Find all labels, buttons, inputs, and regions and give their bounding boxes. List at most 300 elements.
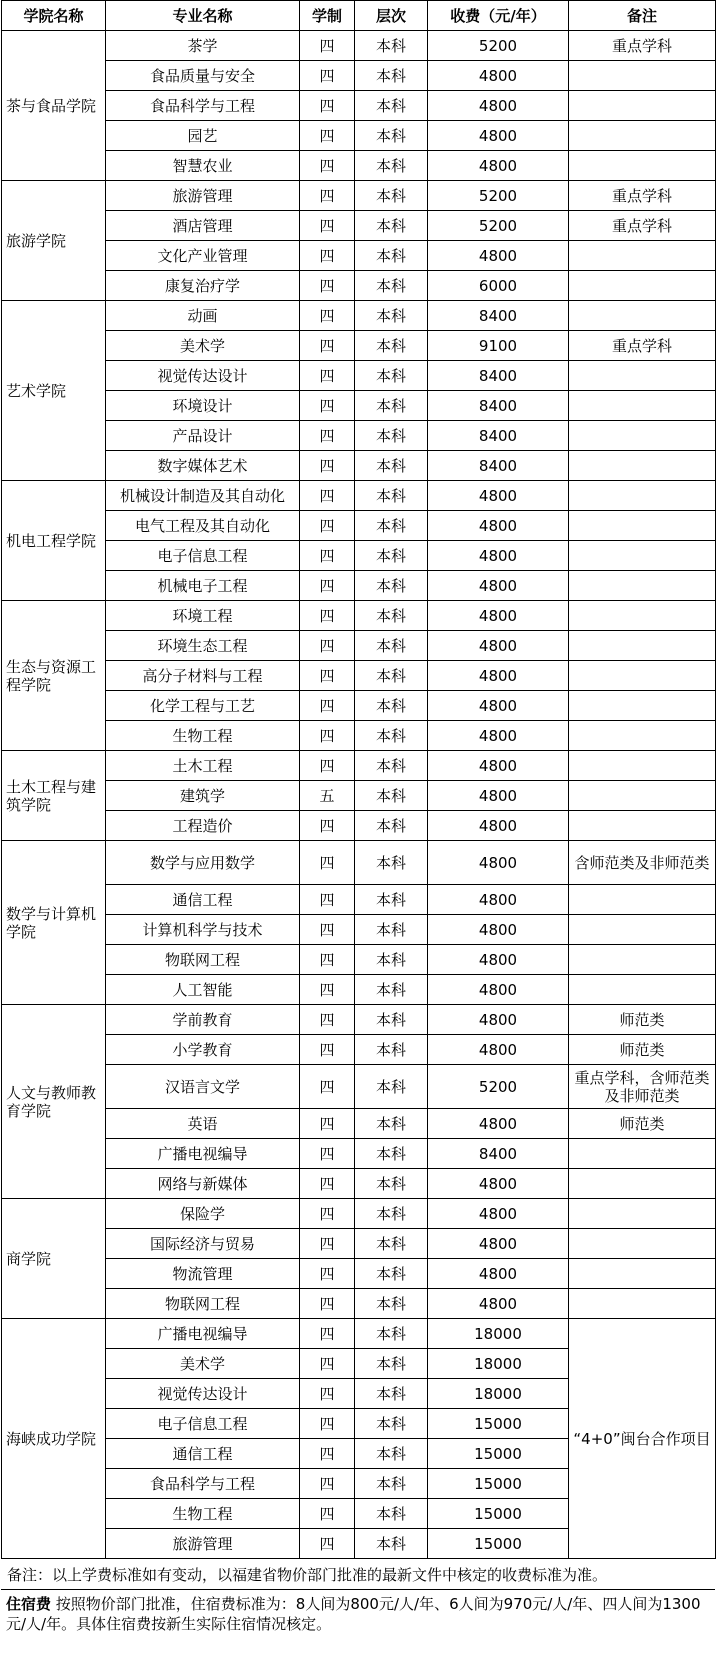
remark-cell	[569, 61, 716, 91]
remark-cell	[569, 1229, 716, 1259]
fee-cell: 4800	[428, 945, 569, 975]
level-cell: 本科	[355, 391, 428, 421]
remark-cell: 重点学科	[569, 331, 716, 361]
level-cell: 本科	[355, 211, 428, 241]
table-row	[2, 885, 716, 915]
fee-cell: 4800	[428, 1005, 569, 1035]
major-name: 康复治疗学	[106, 271, 300, 301]
level-cell: 本科	[355, 751, 428, 781]
level-cell: 本科	[355, 1379, 428, 1409]
college-name: 生态与资源工程学院	[2, 601, 106, 751]
major-name: 建筑学	[106, 781, 300, 811]
duration-cell: 四	[300, 1499, 355, 1529]
remark-cell	[569, 1199, 716, 1229]
duration-cell: 四	[300, 361, 355, 391]
fee-cell: 4800	[428, 975, 569, 1005]
fee-cell: 4800	[428, 915, 569, 945]
table-row	[2, 511, 716, 541]
fee-cell: 5200	[428, 181, 569, 211]
major-name: 产品设计	[106, 421, 300, 451]
table-row	[2, 1319, 716, 1349]
fee-cell: 4800	[428, 541, 569, 571]
major-name: 物联网工程	[106, 1289, 300, 1319]
housing-footnote	[0, 1590, 716, 1634]
fee-cell: 18000	[428, 1379, 569, 1409]
header-remark: 备注	[569, 1, 716, 31]
level-cell: 本科	[355, 841, 428, 885]
level-cell: 本科	[355, 661, 428, 691]
level-cell: 本科	[355, 181, 428, 211]
level-cell: 本科	[355, 1289, 428, 1319]
duration-cell: 四	[300, 1439, 355, 1469]
level-cell: 本科	[355, 151, 428, 181]
level-cell: 本科	[355, 975, 428, 1005]
major-name: 数学与应用数学	[106, 841, 300, 885]
table-row	[2, 151, 716, 181]
fee-cell: 15000	[428, 1499, 569, 1529]
fee-cell: 4800	[428, 1035, 569, 1065]
duration-cell: 四	[300, 811, 355, 841]
fee-cell: 5200	[428, 211, 569, 241]
fee-cell: 8400	[428, 1139, 569, 1169]
fee-cell: 4800	[428, 885, 569, 915]
remark-cell	[569, 721, 716, 751]
level-cell: 本科	[355, 885, 428, 915]
major-name: 机械设计制造及其自动化	[106, 481, 300, 511]
fee-cell: 15000	[428, 1529, 569, 1559]
remark-cell: 重点学科，含师范类及非师范类	[569, 1065, 716, 1109]
major-name: 智慧农业	[106, 151, 300, 181]
major-name: 动画	[106, 301, 300, 331]
fee-cell: 4800	[428, 61, 569, 91]
level-cell: 本科	[355, 945, 428, 975]
duration-cell: 四	[300, 481, 355, 511]
fee-cell: 8400	[428, 361, 569, 391]
major-name: 通信工程	[106, 885, 300, 915]
level-cell: 本科	[355, 1319, 428, 1349]
remark-cell	[569, 541, 716, 571]
table-row	[2, 1199, 716, 1229]
remark-cell	[569, 421, 716, 451]
table-row	[2, 31, 716, 61]
major-name: 网络与新媒体	[106, 1169, 300, 1199]
level-cell: 本科	[355, 1229, 428, 1259]
level-cell: 本科	[355, 1259, 428, 1289]
remark-cell	[569, 751, 716, 781]
fee-table-body	[2, 31, 716, 1559]
table-row	[2, 811, 716, 841]
table-row	[2, 841, 716, 885]
table-row	[2, 481, 716, 511]
level-cell: 本科	[355, 1499, 428, 1529]
level-cell: 本科	[355, 541, 428, 571]
major-name: 生物工程	[106, 1499, 300, 1529]
duration-cell: 四	[300, 1199, 355, 1229]
level-cell: 本科	[355, 915, 428, 945]
duration-cell: 四	[300, 211, 355, 241]
major-name: 生物工程	[106, 721, 300, 751]
table-row	[2, 631, 716, 661]
table-row	[2, 91, 716, 121]
header-duration: 学制	[300, 1, 355, 31]
duration-cell: 四	[300, 1065, 355, 1109]
table-row	[2, 1109, 716, 1139]
duration-cell: 四	[300, 751, 355, 781]
level-cell: 本科	[355, 1139, 428, 1169]
major-name: 数字媒体艺术	[106, 451, 300, 481]
remark-cell: 重点学科	[569, 181, 716, 211]
table-row	[2, 301, 716, 331]
level-cell: 本科	[355, 511, 428, 541]
fee-cell: 4800	[428, 1199, 569, 1229]
college-name: 茶与食品学院	[2, 31, 106, 181]
level-cell: 本科	[355, 1409, 428, 1439]
duration-cell: 四	[300, 451, 355, 481]
table-row	[2, 211, 716, 241]
table-row	[2, 421, 716, 451]
college-name: 土木工程与建筑学院	[2, 751, 106, 841]
level-cell: 本科	[355, 31, 428, 61]
duration-cell: 四	[300, 1259, 355, 1289]
table-row	[2, 1139, 716, 1169]
remark-cell: “4+0”闽台合作项目	[569, 1319, 716, 1559]
fee-cell: 15000	[428, 1469, 569, 1499]
level-cell: 本科	[355, 721, 428, 751]
major-name: 美术学	[106, 1349, 300, 1379]
major-name: 广播电视编导	[106, 1139, 300, 1169]
major-name: 学前教育	[106, 1005, 300, 1035]
fee-cell: 5200	[428, 31, 569, 61]
table-row	[2, 915, 716, 945]
fee-cell: 4800	[428, 721, 569, 751]
duration-cell: 四	[300, 511, 355, 541]
level-cell: 本科	[355, 121, 428, 151]
header-row	[2, 1, 716, 31]
major-name: 小学教育	[106, 1035, 300, 1065]
level-cell: 本科	[355, 1005, 428, 1035]
college-name: 海峡成功学院	[2, 1319, 106, 1559]
major-name: 旅游管理	[106, 1529, 300, 1559]
level-cell: 本科	[355, 1035, 428, 1065]
duration-cell: 四	[300, 661, 355, 691]
duration-cell: 四	[300, 915, 355, 945]
major-name: 工程造价	[106, 811, 300, 841]
fee-cell: 4800	[428, 811, 569, 841]
duration-cell: 四	[300, 391, 355, 421]
duration-cell: 四	[300, 885, 355, 915]
major-name: 人工智能	[106, 975, 300, 1005]
duration-cell: 四	[300, 421, 355, 451]
level-cell: 本科	[355, 691, 428, 721]
remark-cell: 重点学科	[569, 211, 716, 241]
fee-cell: 4800	[428, 571, 569, 601]
level-cell: 本科	[355, 1065, 428, 1109]
fee-cell: 4800	[428, 151, 569, 181]
remark-cell	[569, 391, 716, 421]
level-cell: 本科	[355, 1469, 428, 1499]
fee-cell: 4800	[428, 841, 569, 885]
level-cell: 本科	[355, 1529, 428, 1559]
remark-cell	[569, 481, 716, 511]
table-row	[2, 121, 716, 151]
table-row	[2, 691, 716, 721]
fee-cell: 4800	[428, 1109, 569, 1139]
major-name: 物流管理	[106, 1259, 300, 1289]
major-name: 计算机科学与技术	[106, 915, 300, 945]
remark-cell	[569, 691, 716, 721]
remark-cell	[569, 661, 716, 691]
fee-cell: 6000	[428, 271, 569, 301]
fee-cell: 15000	[428, 1409, 569, 1439]
fee-cell: 4800	[428, 751, 569, 781]
table-row	[2, 661, 716, 691]
fee-cell: 15000	[428, 1439, 569, 1469]
table-row	[2, 1259, 716, 1289]
major-name: 食品质量与安全	[106, 61, 300, 91]
remark-cell	[569, 511, 716, 541]
duration-cell: 四	[300, 151, 355, 181]
fee-cell: 4800	[428, 241, 569, 271]
duration-cell: 四	[300, 691, 355, 721]
level-cell: 本科	[355, 1439, 428, 1469]
fee-cell: 4800	[428, 91, 569, 121]
major-name: 环境生态工程	[106, 631, 300, 661]
remark-cell	[569, 781, 716, 811]
remark-cell: 重点学科	[569, 31, 716, 61]
level-cell: 本科	[355, 91, 428, 121]
remark-cell	[569, 271, 716, 301]
level-cell: 本科	[355, 781, 428, 811]
duration-cell: 四	[300, 61, 355, 91]
remark-cell: 师范类	[569, 1035, 716, 1065]
major-name: 高分子材料与工程	[106, 661, 300, 691]
major-name: 物联网工程	[106, 945, 300, 975]
table-row	[2, 1229, 716, 1259]
duration-cell: 四	[300, 1289, 355, 1319]
table-row	[2, 721, 716, 751]
duration-cell: 四	[300, 1319, 355, 1349]
fee-cell: 4800	[428, 511, 569, 541]
duration-cell: 四	[300, 1169, 355, 1199]
level-cell: 本科	[355, 61, 428, 91]
fee-cell: 4800	[428, 1229, 569, 1259]
major-name: 视觉传达设计	[106, 361, 300, 391]
remark-cell: 含师范类及非师范类	[569, 841, 716, 885]
fee-cell: 18000	[428, 1349, 569, 1379]
header-major: 专业名称	[106, 1, 300, 31]
major-name: 环境工程	[106, 601, 300, 631]
major-name: 园艺	[106, 121, 300, 151]
remark-cell	[569, 1289, 716, 1319]
major-name: 酒店管理	[106, 211, 300, 241]
major-name: 国际经济与贸易	[106, 1229, 300, 1259]
remark-cell: 师范类	[569, 1109, 716, 1139]
duration-cell: 四	[300, 181, 355, 211]
table-row	[2, 181, 716, 211]
level-cell: 本科	[355, 1109, 428, 1139]
college-name: 数学与计算机学院	[2, 841, 106, 1005]
remark-cell	[569, 975, 716, 1005]
table-row	[2, 751, 716, 781]
header-level: 层次	[355, 1, 428, 31]
fee-cell: 4800	[428, 601, 569, 631]
remark-cell	[569, 885, 716, 915]
table-row	[2, 1005, 716, 1035]
table-row	[2, 601, 716, 631]
housing-text: 按照物价部门批准，住宿费标准为：8人间为800元/人/年、6人间为970元/人/年、四人间为1300元/人/年。具体住宿费按新生实际住宿情况核定。	[6, 1595, 701, 1633]
college-name: 艺术学院	[2, 301, 106, 481]
major-name: 电子信息工程	[106, 541, 300, 571]
level-cell: 本科	[355, 631, 428, 661]
major-name: 食品科学与工程	[106, 1469, 300, 1499]
level-cell: 本科	[355, 331, 428, 361]
table-row	[2, 61, 716, 91]
major-name: 英语	[106, 1109, 300, 1139]
duration-cell: 四	[300, 841, 355, 885]
major-name: 汉语言文学	[106, 1065, 300, 1109]
major-name: 旅游管理	[106, 181, 300, 211]
duration-cell: 四	[300, 1229, 355, 1259]
remark-cell	[569, 571, 716, 601]
table-row	[2, 781, 716, 811]
fee-cell: 5200	[428, 1065, 569, 1109]
table-row	[2, 331, 716, 361]
table-row	[2, 271, 716, 301]
remark-cell: 师范类	[569, 1005, 716, 1035]
table-row	[2, 1169, 716, 1199]
remark-cell	[569, 915, 716, 945]
level-cell: 本科	[355, 601, 428, 631]
table-row	[2, 571, 716, 601]
fee-table	[1, 0, 716, 1559]
remark-cell	[569, 121, 716, 151]
remark-cell	[569, 91, 716, 121]
level-cell: 本科	[355, 1349, 428, 1379]
table-row	[2, 241, 716, 271]
level-cell: 本科	[355, 1199, 428, 1229]
remark-cell	[569, 301, 716, 331]
remark-cell	[569, 451, 716, 481]
fee-cell: 4800	[428, 781, 569, 811]
duration-cell: 四	[300, 301, 355, 331]
fee-cell: 8400	[428, 301, 569, 331]
college-name: 人文与教师教育学院	[2, 1005, 106, 1199]
fee-cell: 4800	[428, 631, 569, 661]
duration-cell: 四	[300, 601, 355, 631]
duration-cell: 四	[300, 541, 355, 571]
table-row	[2, 361, 716, 391]
major-name: 广播电视编导	[106, 1319, 300, 1349]
duration-cell: 四	[300, 331, 355, 361]
level-cell: 本科	[355, 421, 428, 451]
level-cell: 本科	[355, 241, 428, 271]
level-cell: 本科	[355, 1169, 428, 1199]
fee-cell: 4800	[428, 661, 569, 691]
table-row	[2, 1035, 716, 1065]
duration-cell: 四	[300, 945, 355, 975]
remark-cell	[569, 361, 716, 391]
duration-cell: 四	[300, 1005, 355, 1035]
major-name: 通信工程	[106, 1439, 300, 1469]
fee-cell: 8400	[428, 451, 569, 481]
duration-cell: 四	[300, 1109, 355, 1139]
remark-cell	[569, 151, 716, 181]
duration-cell: 四	[300, 571, 355, 601]
level-cell: 本科	[355, 811, 428, 841]
level-cell: 本科	[355, 481, 428, 511]
remark-cell	[569, 1169, 716, 1199]
level-cell: 本科	[355, 571, 428, 601]
table-row	[2, 391, 716, 421]
remark-cell	[569, 601, 716, 631]
level-cell: 本科	[355, 451, 428, 481]
duration-cell: 五	[300, 781, 355, 811]
major-name: 视觉传达设计	[106, 1379, 300, 1409]
duration-cell: 四	[300, 1035, 355, 1065]
duration-cell: 四	[300, 1469, 355, 1499]
duration-cell: 四	[300, 241, 355, 271]
major-name: 环境设计	[106, 391, 300, 421]
table-row	[2, 541, 716, 571]
table-row	[2, 1065, 716, 1109]
major-name: 电气工程及其自动化	[106, 511, 300, 541]
duration-cell: 四	[300, 631, 355, 661]
fee-cell: 18000	[428, 1319, 569, 1349]
duration-cell: 四	[300, 31, 355, 61]
header-college: 学院名称	[2, 1, 106, 31]
level-cell: 本科	[355, 271, 428, 301]
fee-cell: 4800	[428, 1289, 569, 1319]
fee-cell: 8400	[428, 391, 569, 421]
remark-cell	[569, 241, 716, 271]
college-name: 商学院	[2, 1199, 106, 1319]
level-cell: 本科	[355, 301, 428, 331]
duration-cell: 四	[300, 721, 355, 751]
remark-cell	[569, 1139, 716, 1169]
college-name: 旅游学院	[2, 181, 106, 301]
fee-cell: 8400	[428, 421, 569, 451]
duration-cell: 四	[300, 975, 355, 1005]
duration-cell: 四	[300, 91, 355, 121]
major-name: 文化产业管理	[106, 241, 300, 271]
major-name: 土木工程	[106, 751, 300, 781]
major-name: 电子信息工程	[106, 1409, 300, 1439]
duration-cell: 四	[300, 1349, 355, 1379]
major-name: 食品科学与工程	[106, 91, 300, 121]
level-cell: 本科	[355, 361, 428, 391]
table-row	[2, 1289, 716, 1319]
fee-cell: 4800	[428, 481, 569, 511]
table-row	[2, 945, 716, 975]
major-name: 美术学	[106, 331, 300, 361]
major-name: 机械电子工程	[106, 571, 300, 601]
remark-cell	[569, 811, 716, 841]
remark-cell	[569, 631, 716, 661]
fee-cell: 4800	[428, 1259, 569, 1289]
housing-label: 住宿费	[6, 1595, 52, 1613]
header-fee: 收费（元/年）	[428, 1, 569, 31]
major-name: 茶学	[106, 31, 300, 61]
remark-cell	[569, 945, 716, 975]
duration-cell: 四	[300, 1139, 355, 1169]
tuition-footnote: 备注：以上学费标准如有变动，以福建省物价部门批准的最新文件中核定的收费标准为准。	[1, 1559, 715, 1590]
fee-cell: 4800	[428, 121, 569, 151]
table-row	[2, 975, 716, 1005]
duration-cell: 四	[300, 1529, 355, 1559]
fee-cell: 4800	[428, 1169, 569, 1199]
table-row	[2, 451, 716, 481]
fee-cell: 9100	[428, 331, 569, 361]
